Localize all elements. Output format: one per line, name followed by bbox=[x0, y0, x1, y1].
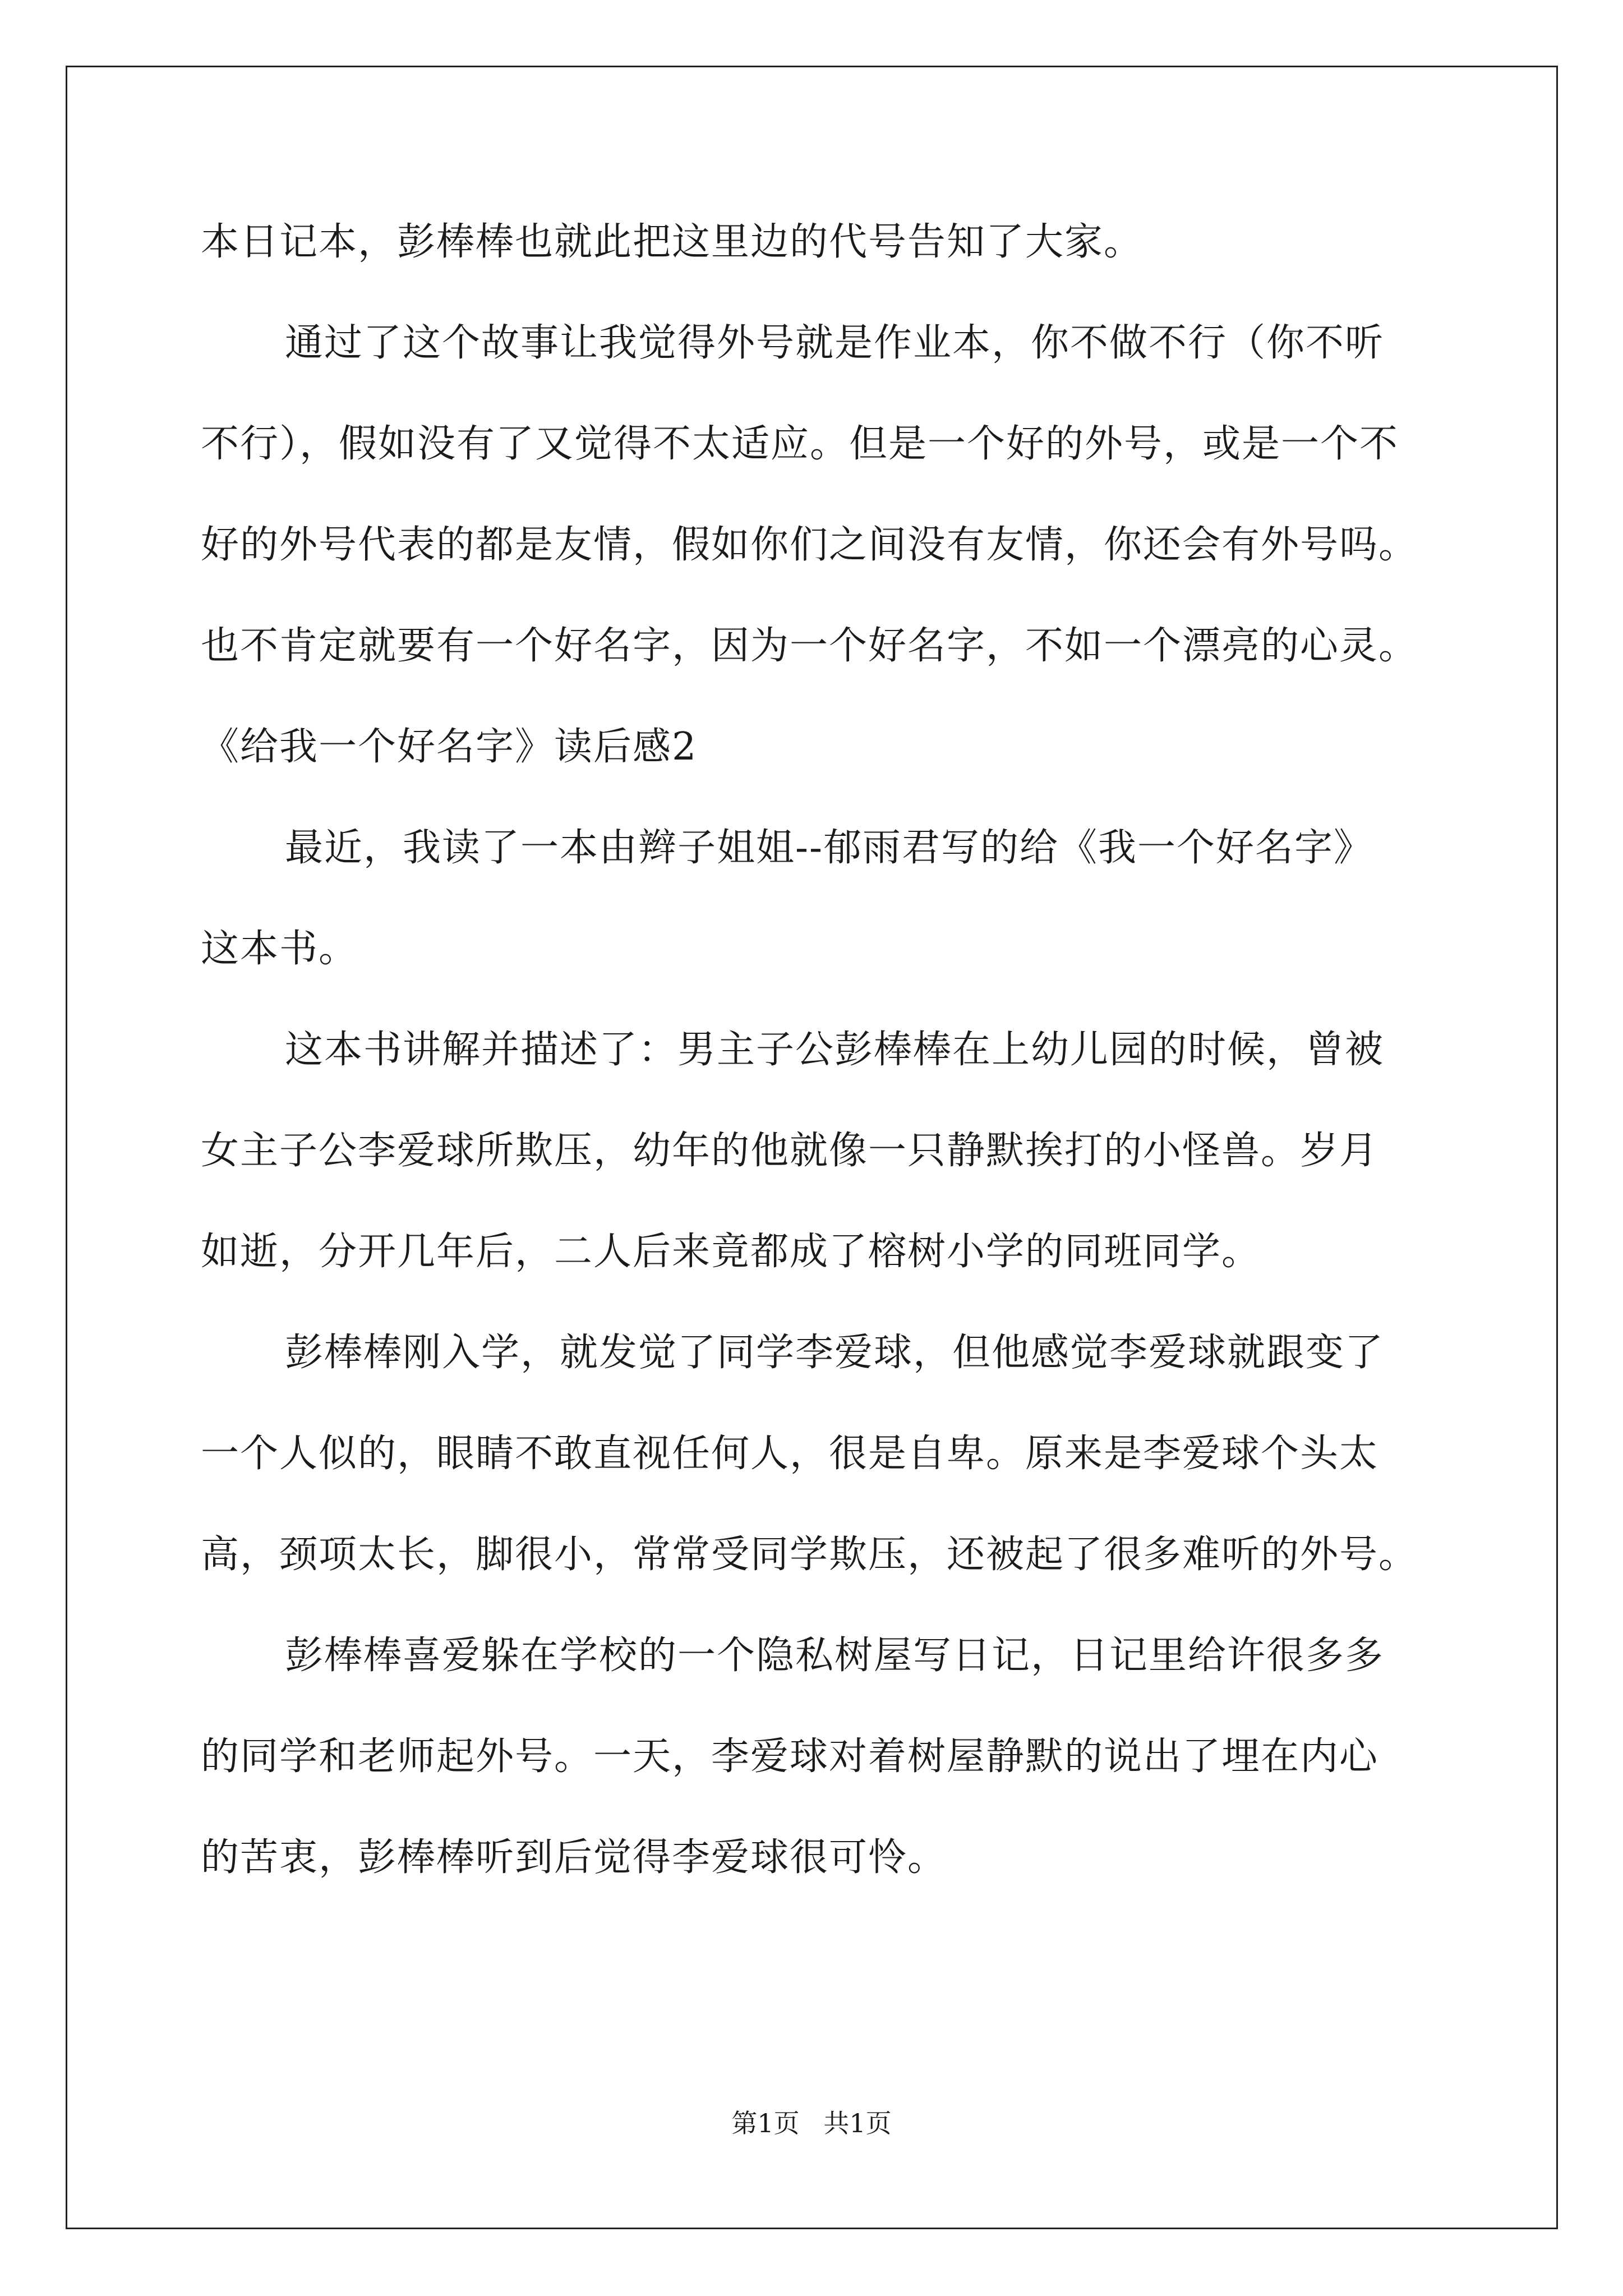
text-line: 本日记本，彭棒棒也就此把这里边的代号告知了大家。 bbox=[201, 220, 1144, 264]
text-line: 这本书讲解并描述了：男主子公彭棒棒在上幼儿园的时候，曾被 bbox=[285, 1028, 1385, 1072]
text-line: 的苦衷，彭棒棒听到后觉得李爱球很可怜。 bbox=[201, 1835, 947, 1880]
text-line: 彭棒棒刚入学，就发觉了同学李爱球，但他感觉李爱球就跟变了 bbox=[285, 1331, 1385, 1375]
text-line: 女主子公李爱球所欺压，幼年的他就像一只静默挨打的小怪兽。岁月 bbox=[201, 1129, 1379, 1173]
text-line: 好的外号代表的都是友情，假如你们之间没有友情，你还会有外号吗。 bbox=[201, 523, 1418, 567]
text-line: 如逝，分开几年后，二人后来竟都成了榕树小学的同班同学。 bbox=[201, 1230, 1261, 1274]
text-line: 也不肯定就要有一个好名字，因为一个好名字，不如一个漂亮的心灵。 bbox=[201, 624, 1418, 668]
page-number: 第1页 bbox=[731, 2108, 800, 2138]
text-line: 彭棒棒喜爱躲在学校的一个隐私树屋写日记，日记里给许很多多 bbox=[285, 1634, 1385, 1678]
text-line: 的同学和老师起外号。一天，李爱球对着树屋静默的说出了埋在内心 bbox=[201, 1734, 1379, 1779]
text-line: 高，颈项太长，脚很小，常常受同学欺压，还被起了很多难听的外号。 bbox=[201, 1533, 1418, 1577]
text-line: 不行），假如没有了又觉得不太适应。但是一个好的外号，或是一个不 bbox=[201, 422, 1399, 466]
text-line: 一个人似的，眼睛不敢直视任何人，很是自卑。原来是李爱球个头太 bbox=[201, 1432, 1379, 1476]
text-line: 这本书。 bbox=[201, 927, 358, 971]
page-footer bbox=[0, 2108, 1623, 2139]
page-total: 共1页 bbox=[823, 2108, 892, 2138]
text-line: 通过了这个故事让我觉得外号就是作业本，你不做不行（你不听 bbox=[285, 321, 1385, 365]
section-heading: 《给我一个好名字》读后感2 bbox=[201, 725, 698, 769]
text-line: 最近，我读了一本由辫子姐姐--郁雨君写的给《我一个好名字》 bbox=[285, 826, 1373, 870]
